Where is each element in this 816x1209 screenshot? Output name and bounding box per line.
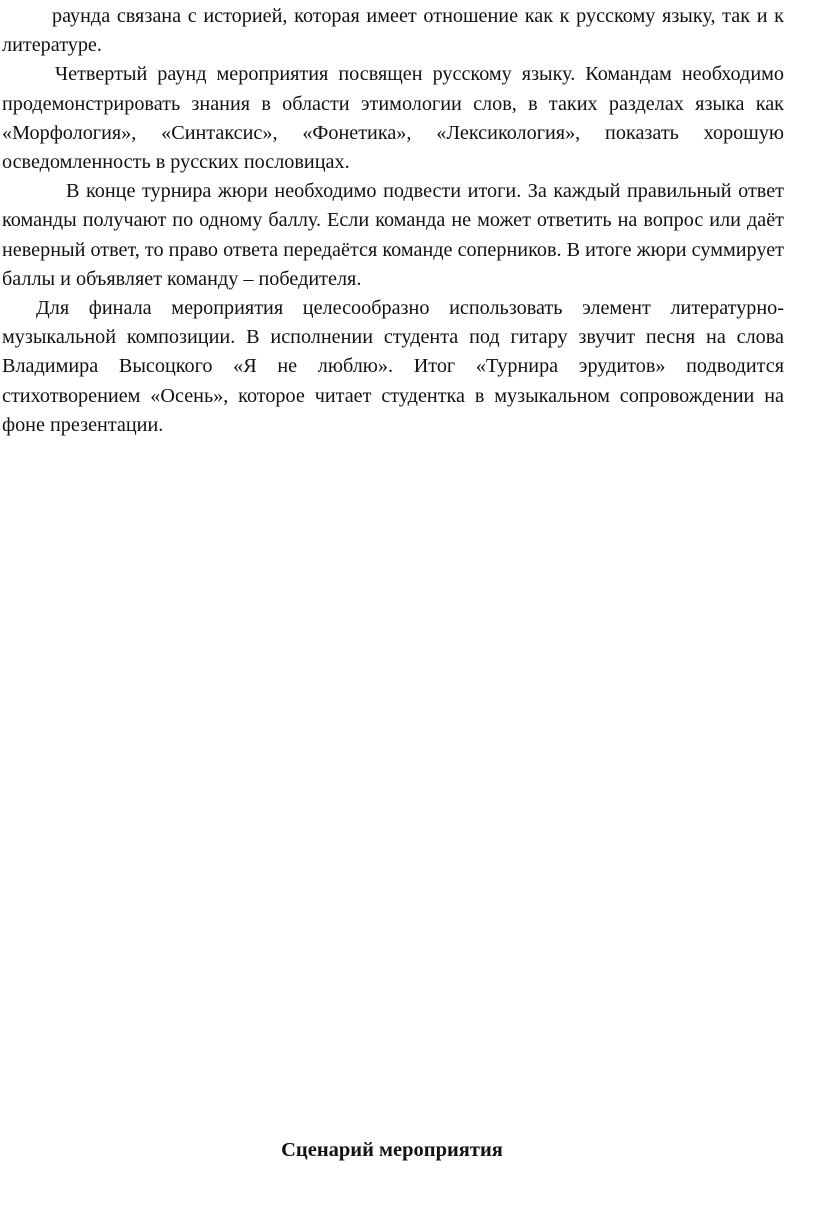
body-text (2, 2, 784, 440)
paragraph-4: Для финала мероприятия целесообразно использовать элемент литературно-музыкальной композиции. В исполнении студента под гитару звучит песня на слова Владимира Высоцкого «Я не люблю». Итог «Турнира эрудитов» подводится стихотворением «Осень», которое читает студентка в музыкальном сопровождении на фоне презентации. (2, 297, 784, 436)
paragraph-2: Четвертый раунд мероприятия посвящен русскому языку. Командам необходимо продемонстрировать знания в области этимологии слов, в таких разделах языка как «Морфология», «Синтаксис», «Фонетика», «Лексикология», показать хорошую осведомленность в русских пословицах. (2, 63, 784, 174)
paragraph-1: раунда связана с историей, которая имеет отношение как к русскому языку, так и к литературе. (2, 5, 784, 57)
paragraph-3: В конце турнира жюри необходимо подвести итоги. За каждый правильный ответ команды получают по одному баллу. Если команда не может ответить на вопрос или даёт неверный ответ, то право ответа передаётся команде соперников. В итоге жюри суммирует баллы и объявляет команду – победителя. (2, 180, 784, 290)
section-heading: Сценарий мероприятия (281, 1139, 503, 1161)
